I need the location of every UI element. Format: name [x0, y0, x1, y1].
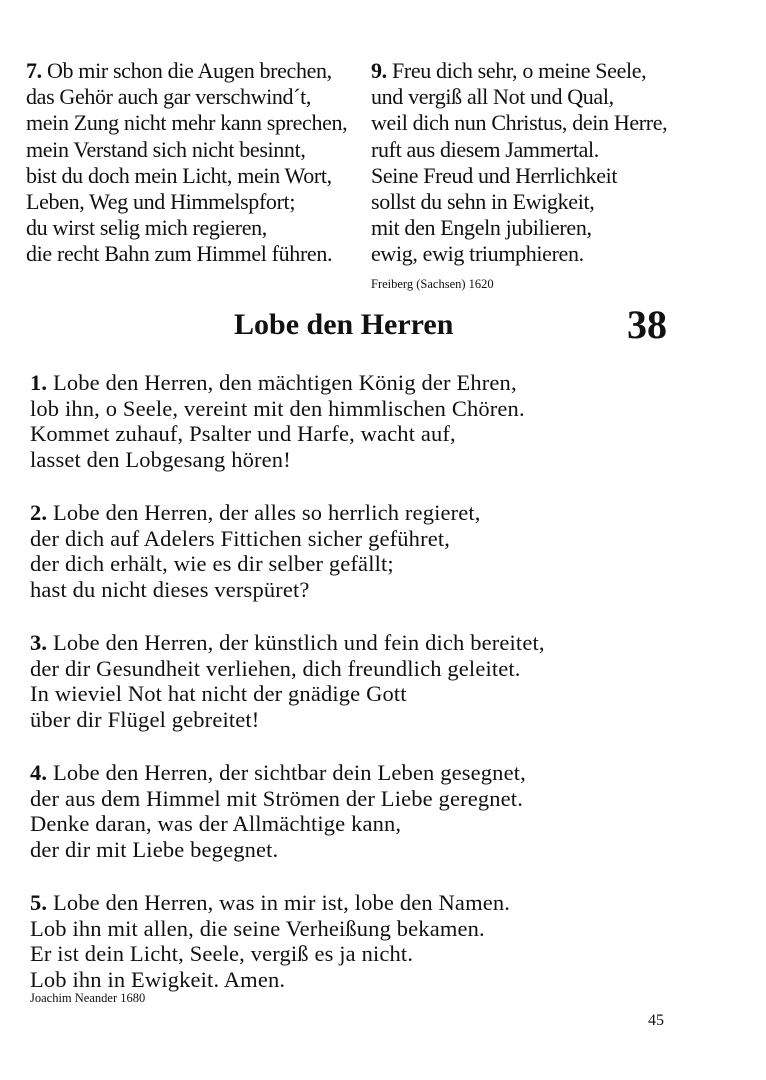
- previous-hymn-credit: Freiberg (Sachsen) 1620: [371, 277, 494, 291]
- stanza-line: mein Zung nicht mehr kann sprechen,: [26, 110, 348, 136]
- stanza-line: die recht Bahn zum Himmel führen.: [26, 241, 333, 267]
- stanza-line: 1. Lobe den Herren, den mächtigen König der Ehren,: [30, 370, 517, 395]
- stanza-line: der dir Gesundheit verliehen, dich freundlich geleitet.: [30, 655, 521, 681]
- previous-hymn-stanza-7: [26, 58, 347, 268]
- stanza-line: Kommet zuhauf, Psalter und Harfe, wacht auf,: [30, 421, 456, 446]
- stanza-line: In wieviel Not hat nicht der gnädige Gott: [30, 681, 407, 706]
- stanza-5: [30, 890, 545, 992]
- stanza-line: ruft aus diesem Jammertal.: [371, 136, 599, 162]
- stanza-line: 9. Freu dich sehr, o meine Seele,: [371, 58, 647, 83]
- stanza-line: 7. Ob mir schon die Augen brechen,: [26, 58, 332, 83]
- stanza-line: Denke daran, was der Allmächtige kann,: [30, 811, 402, 836]
- stanza-line: 5. Lobe den Herren, was in mir ist, lobe den Namen.: [30, 890, 511, 915]
- stanza-line: lasset den Lobgesang hören!: [30, 446, 291, 472]
- stanza-line: 2. Lobe den Herren, der alles so herrlich regieret,: [30, 500, 481, 525]
- stanza-number: 4.: [30, 760, 48, 785]
- stanza-line: ewig, ewig triumphieren.: [371, 241, 584, 267]
- stanza-line: und vergiß all Not und Qual,: [371, 84, 614, 110]
- stanza-number: 2.: [30, 500, 48, 525]
- stanza-2: [30, 500, 545, 602]
- previous-hymn-stanza-9: [371, 58, 667, 268]
- stanza-line: sollst du sehn in Ewigkeit,: [371, 189, 595, 215]
- stanza-3: [30, 630, 545, 732]
- hymn-body: [30, 370, 545, 1020]
- stanza-number: 1.: [30, 370, 48, 395]
- stanza-line: bist du doch mein Licht, mein Wort,: [26, 162, 332, 188]
- stanza-line: Seine Freud und Herrlichkeit: [371, 162, 618, 188]
- stanza-number: 5.: [30, 890, 48, 915]
- hymn-title: Lobe den Herren: [234, 308, 454, 341]
- stanza-line: Lob ihn in Ewigkeit. Amen.: [30, 966, 286, 992]
- stanza-1: [30, 370, 545, 472]
- stanza-line: Lob ihn mit allen, die seine Verheißung bekamen.: [30, 915, 485, 941]
- stanza-line: Er ist dein Licht, Seele, vergiß es ja nicht.: [30, 941, 414, 966]
- stanza-line: das Gehör auch gar verschwind´t,: [26, 84, 312, 110]
- stanza-number: 3.: [30, 630, 48, 655]
- stanza-line: der dich erhält, wie es dir selber gefällt;: [30, 551, 394, 576]
- stanza-line: mit den Engeln jubilieren,: [371, 215, 592, 241]
- stanza-line: Leben, Weg und Himmelspfort;: [26, 189, 296, 215]
- stanza-line: lob ihn, o Seele, vereint mit den himmlischen Chören.: [30, 395, 525, 421]
- hymn-credit: Joachim Neander 1680: [30, 991, 146, 1005]
- stanza-line: du wirst selig mich regieren,: [26, 215, 267, 241]
- stanza-4: [30, 760, 545, 862]
- stanza-line: mein Verstand sich nicht besinnt,: [26, 136, 306, 162]
- stanza-line: 3. Lobe den Herren, der künstlich und fein dich bereitet,: [30, 630, 545, 655]
- stanza-number: 9.: [371, 58, 387, 83]
- stanza-number: 7.: [26, 58, 42, 83]
- page-number: 45: [648, 1012, 664, 1029]
- stanza-line: über dir Flügel gebreitet!: [30, 706, 260, 732]
- hymn-number: 38: [627, 302, 667, 347]
- stanza-line: der dich auf Adelers Fittichen sicher geführet,: [30, 525, 451, 551]
- stanza-line: der dir mit Liebe begegnet.: [30, 836, 279, 862]
- stanza-line: der aus dem Himmel mit Strömen der Liebe geregnet.: [30, 785, 523, 811]
- stanza-line: 4. Lobe den Herren, der sichtbar dein Leben gesegnet,: [30, 760, 526, 785]
- stanza-line: hast du nicht dieses verspüret?: [30, 576, 310, 602]
- stanza-line: weil dich nun Christus, dein Herre,: [371, 110, 668, 136]
